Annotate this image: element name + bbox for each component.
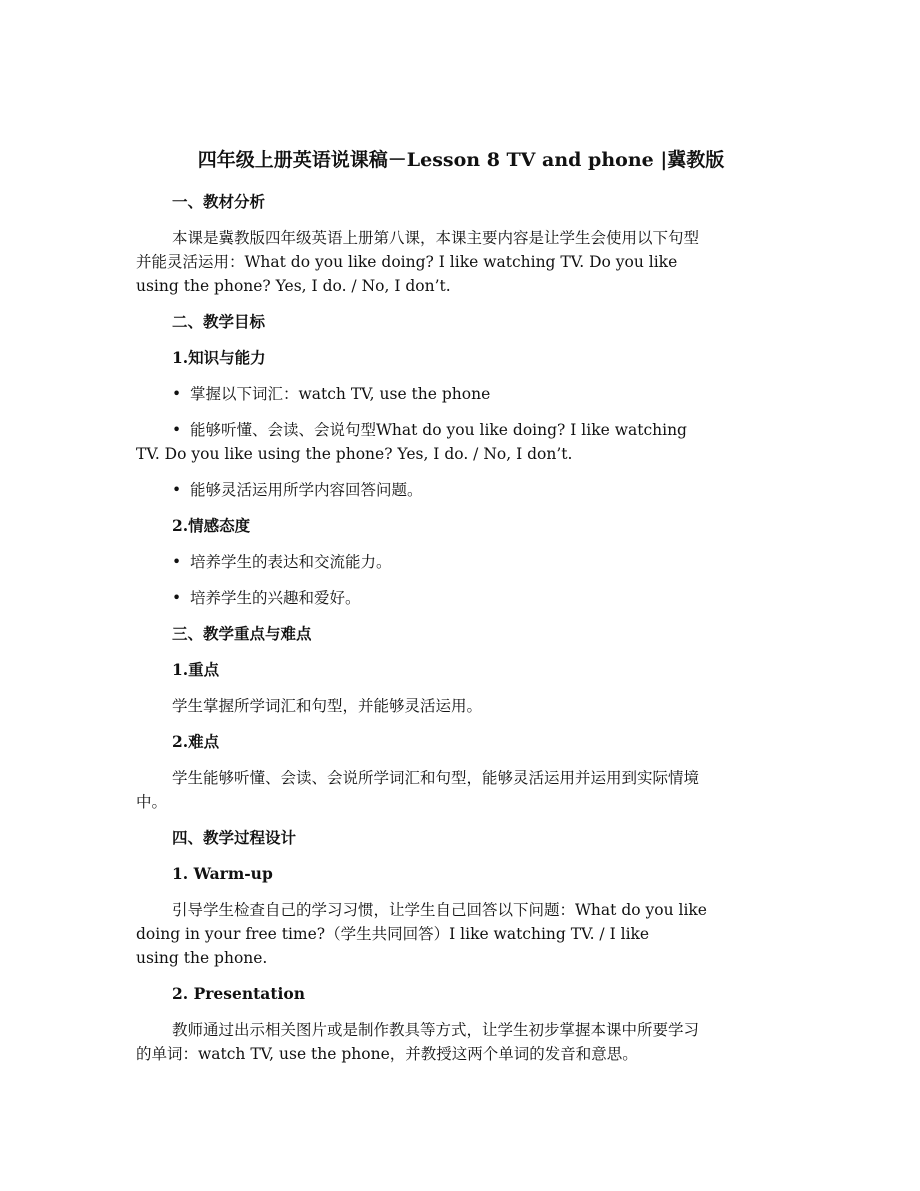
list-item xyxy=(136,478,786,502)
bullet-icon: • xyxy=(172,553,182,571)
bullet-icon: • xyxy=(172,421,182,439)
text-line: 本课是冀教版四年级英语上册第八课，本课主要内容是让学生会使用以下句型 xyxy=(172,229,700,247)
paragraph-warm-up xyxy=(136,898,786,970)
list-item xyxy=(136,550,786,574)
subheading-emotional-attitude: 2.情感态度 xyxy=(172,516,251,535)
text-line: 并能灵活运用：What do you like doing? I like watching TV. Do you like xyxy=(136,253,678,271)
text-line: 引导学生检查自己的学习习惯，让学生自己回答以下问题：What do you like xyxy=(172,901,707,919)
text-line: 学生能够听懂、会读、会说所学词汇和句型，能够灵活运用并运用到实际情境 xyxy=(172,769,700,787)
section-heading-teaching-process: 四、教学过程设计 xyxy=(172,828,297,847)
text-line: TV. Do you like using the phone? Yes, I do. / No, I don’t. xyxy=(136,445,573,463)
text-line xyxy=(136,418,786,442)
section-heading-teaching-goals: 二、教学目标 xyxy=(172,312,266,331)
paragraph-presentation xyxy=(136,1018,786,1066)
text-line: 教师通过出示相关图片或是制作教具等方式，让学生初步掌握本课中所要学习 xyxy=(172,1021,700,1039)
bullet-icon: • xyxy=(172,481,182,499)
document-title: 四年级上册英语说课稿－Lesson 8 TV and phone |冀教版 xyxy=(197,149,725,171)
document-content xyxy=(136,146,786,1078)
text-line: 中。 xyxy=(136,793,168,811)
subheading-key-points: 1.重点 xyxy=(172,660,220,679)
paragraph-difficult-points xyxy=(136,766,786,814)
subheading-difficult-points: 2.难点 xyxy=(172,732,220,751)
paragraph-key-points: 学生掌握所学词汇和句型，并能够灵活运用。 xyxy=(172,697,483,715)
paragraph-material-analysis xyxy=(136,226,786,298)
list-item-text: 能够灵活运用所学内容回答问题。 xyxy=(190,481,423,499)
subheading-presentation: 2. Presentation xyxy=(172,984,305,1003)
subheading-knowledge-ability: 1.知识与能力 xyxy=(172,348,266,367)
bullet-icon: • xyxy=(172,589,182,607)
section-heading-key-difficult-points: 三、教学重点与难点 xyxy=(172,624,312,643)
list-item xyxy=(136,382,786,406)
list-item-text: 掌握以下词汇：watch TV, use the phone xyxy=(190,385,491,403)
list-item-text: 培养学生的表达和交流能力。 xyxy=(190,553,392,571)
subheading-warm-up: 1. Warm-up xyxy=(172,864,273,883)
list-item-text: 培养学生的兴趣和爱好。 xyxy=(190,589,361,607)
list-item xyxy=(136,418,786,466)
list-item xyxy=(136,586,786,610)
text-line: doing in your free time?（学生共同回答）I like watching TV. / I like xyxy=(136,925,650,943)
text-line: 的单词：watch TV, use the phone，并教授这两个单词的发音和意思。 xyxy=(136,1045,638,1063)
text-line: using the phone. xyxy=(136,949,268,967)
list-item-text: 能够听懂、会读、会说句型What do you like doing? I like watching xyxy=(190,421,687,439)
section-heading-material-analysis: 一、教材分析 xyxy=(172,192,266,211)
bullet-icon: • xyxy=(172,385,182,403)
text-line: using the phone? Yes, I do. / No, I don’t. xyxy=(136,277,451,295)
